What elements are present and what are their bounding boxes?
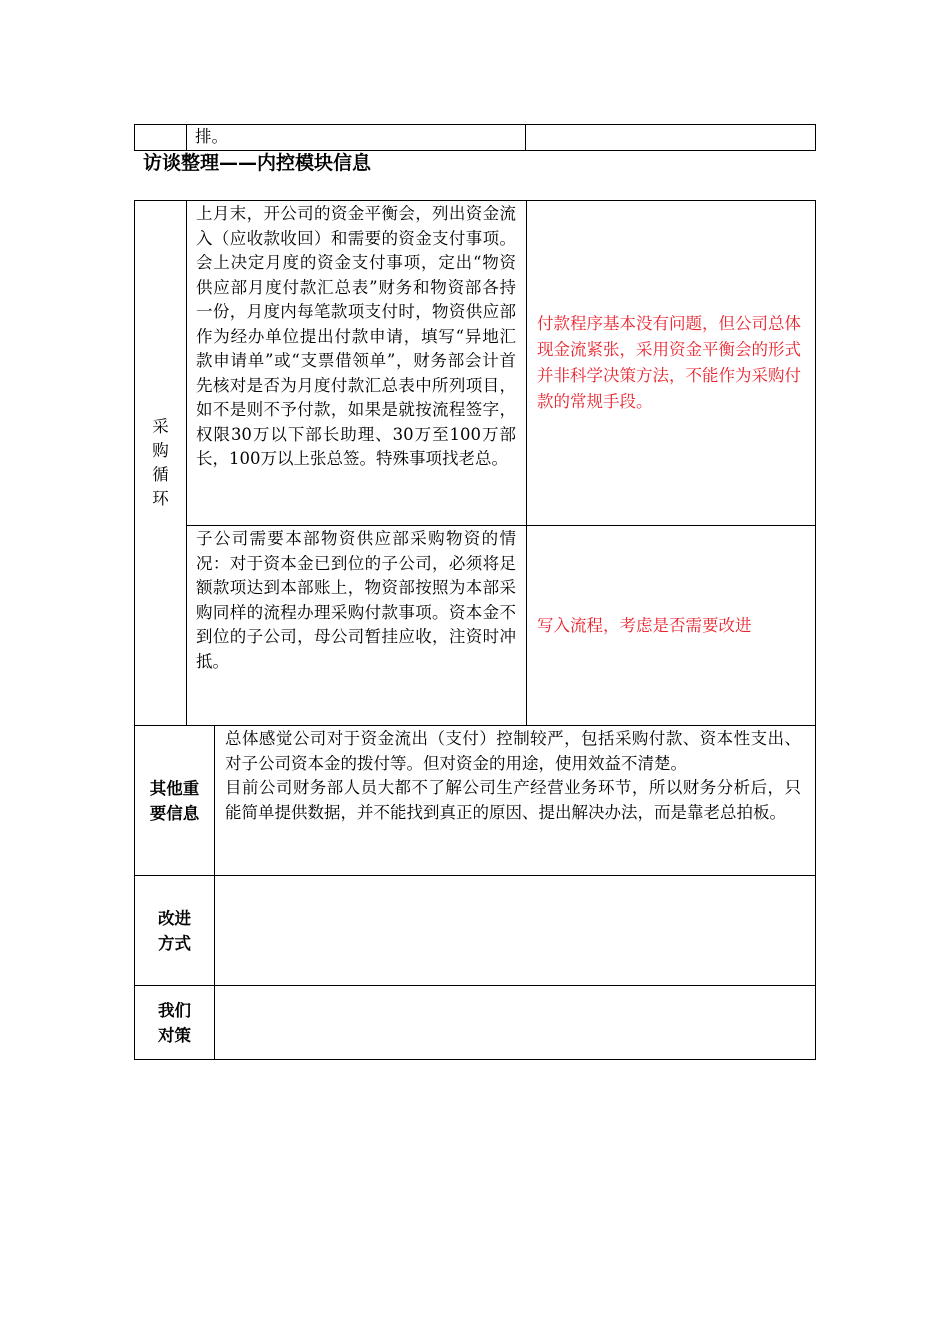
purchase-row-1-description-cell (187, 201, 527, 526)
top-table-blank-cell (135, 125, 187, 151)
purchase-row-2-description: 子公司需要本部物资供应部采购物资的情况：对于资本金已到位的子公司，必须将足额款项达到本部账上，物资部按照为本部采购同样的流程办理采购付款事项。资本金不到位的子公司，母公司暂挂应收，注资时冲抵。 (196, 529, 516, 671)
improvement-label: 改进 方式 (158, 908, 191, 953)
purchase-row-1-description: 上月末，开公司的资金平衡会，列出资金流入（应收款收回）和需要的资金支付事项。会上决定月度的资金支付事项，定出“物资供应部月度付款汇总表”财务和物资部各持一份，月度内每笔款项支付时，物资供应部作为经办单位提出付款申请，填写“异地汇款申请单”或“支票借领单”，财务部会计首先核对是否为月度付款汇总表中所列项目，如不是则不予付款，如果是就按流程签字，权限30万以下部长助理、30万至100万部长，100万以上张总签。特殊事项找老总。 (196, 204, 516, 468)
purchase-cycle-label: 采 购 循 环 (152, 417, 169, 508)
purchase-row-2-description-cell (187, 526, 527, 726)
purchase-cycle-table (134, 200, 816, 726)
other-info-paragraph-2: 目前公司财务部人员大都不了解公司生产经营业务环节，所以财务分析后，只能简单提供数据，并不能找到真正的原因、提出解决办法，而是靠老总拍板。 (225, 778, 801, 822)
purchase-row-2-note: 写入流程，考虑是否需要改进 (537, 615, 752, 635)
top-table-empty-cell (526, 125, 816, 151)
section-title: 访谈整理——内控模块信息 (143, 152, 372, 174)
other-info-paragraph-1: 总体感觉公司对于资金流出（支付）控制较严，包括采购付款、资本性支出、对子公司资本金的拨付等。但对资金的用途，使用效益不清楚。 (225, 729, 801, 773)
top-table-text-cell (187, 125, 526, 151)
purchase-cycle-label-cell (135, 201, 187, 726)
strategy-content-cell (215, 986, 816, 1060)
purchase-row-1-note-cell (527, 201, 816, 526)
other-info-content-cell (215, 726, 816, 876)
other-info-label-cell (135, 726, 215, 876)
other-info-label: 其他重 要信息 (149, 778, 200, 823)
purchase-row-1-note: 付款程序基本没有问题，但公司总体现金流紧张，采用资金平衡会的形式并非科学决策方法，不能作为采购付款的常规手段。 (537, 314, 801, 411)
improvement-content-cell (215, 876, 816, 986)
top-table (134, 124, 816, 151)
top-table-text: 排。 (195, 127, 228, 146)
strategy-label: 我们 对策 (158, 1000, 191, 1045)
purchase-row-2-note-cell (527, 526, 816, 726)
strategy-label-cell (135, 986, 215, 1060)
improvement-label-cell (135, 876, 215, 986)
other-sections-table (134, 725, 816, 1060)
